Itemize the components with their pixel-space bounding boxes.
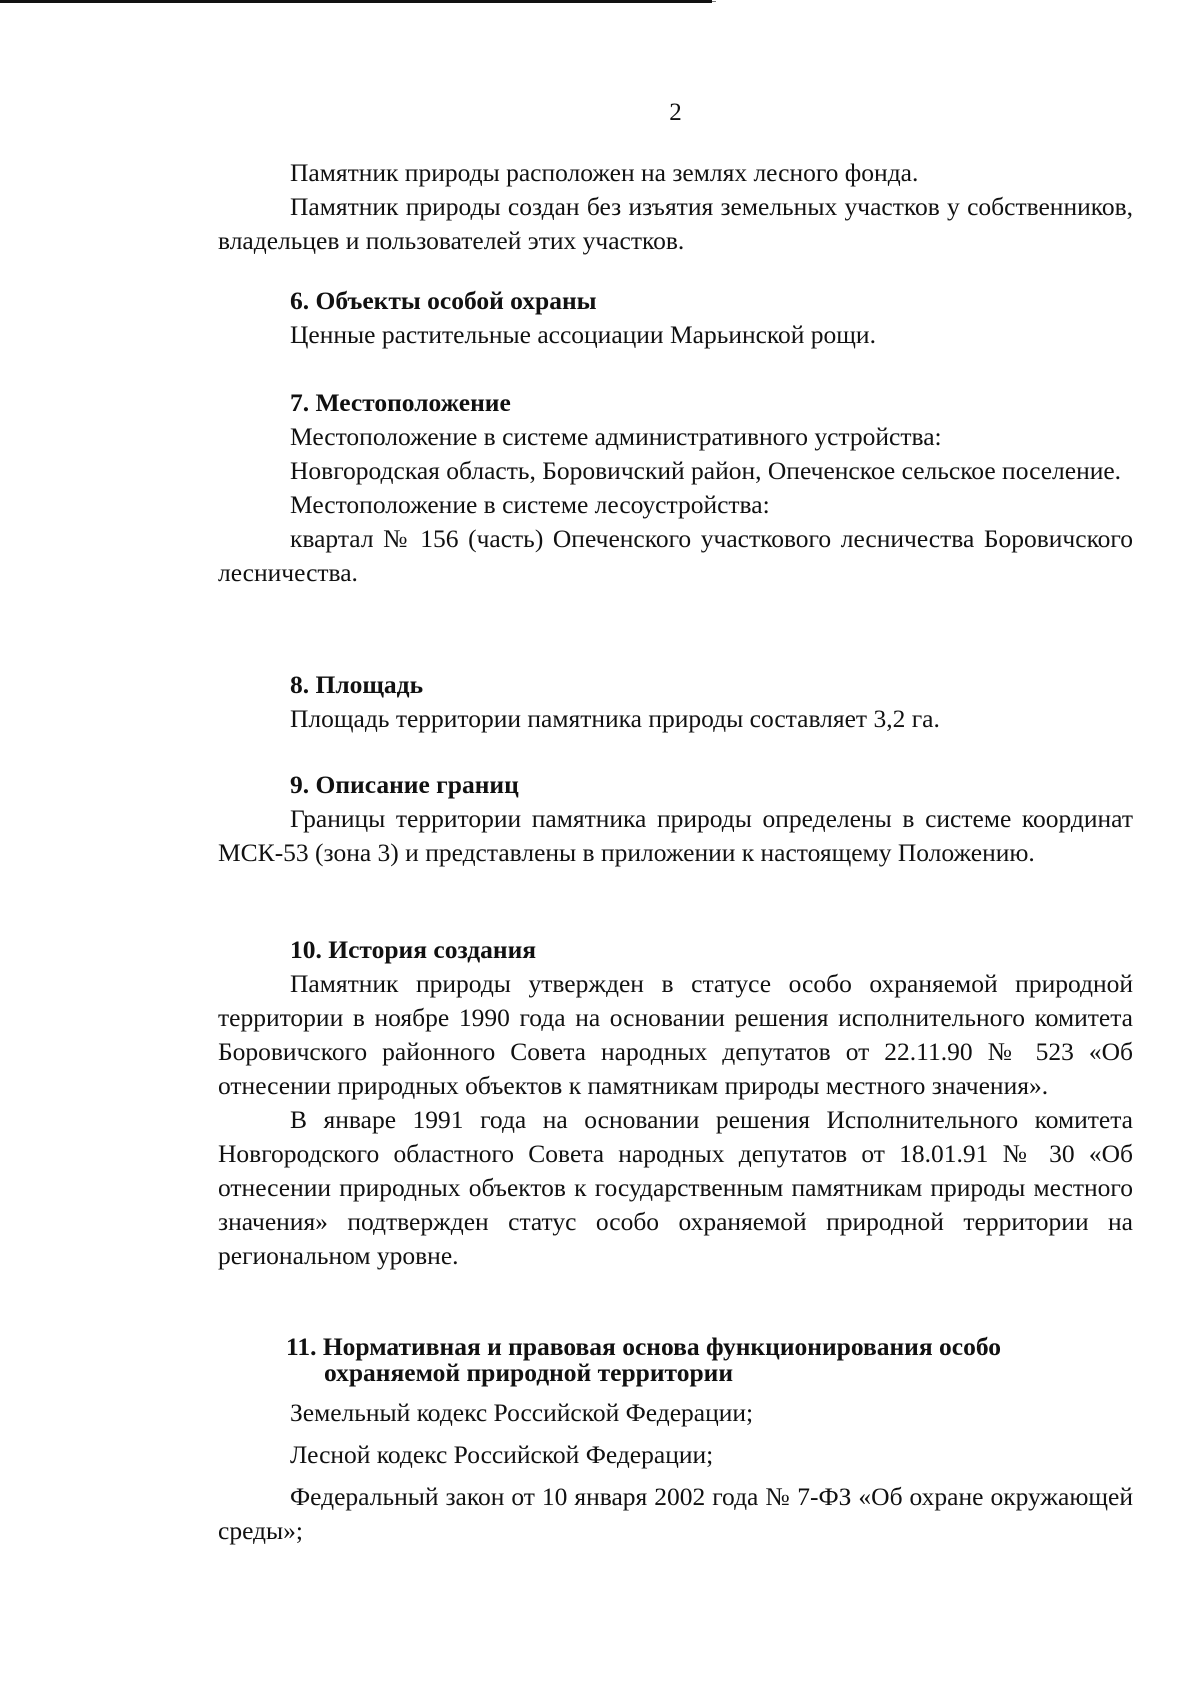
section-7-paragraph-3: Местоположение в системе лесоустройства:	[290, 490, 770, 519]
section-11-heading-line-1: 11. Нормативная и правовая основа функционирования особо	[286, 1332, 1001, 1361]
page-number: 2	[669, 99, 682, 126]
section-10	[218, 933, 1133, 1273]
section-9-heading: 9. Описание границ	[290, 770, 519, 799]
section-7	[218, 386, 1133, 590]
intro-block	[218, 156, 1133, 258]
section-9	[218, 768, 1133, 870]
section-10-paragraph-1: Памятник природы утвержден в статусе особо охраняемой природной территории в ноябре 1990 года на основании решения исполнительного комитета Боровичского районного Совета народных депутатов от 22.11.90 № 523 «Об отнесении природных объектов к памятникам природы местного значения».	[218, 969, 1133, 1100]
section-11	[218, 1334, 1133, 1548]
scan-top-edge-line	[0, 0, 712, 3]
section-10-paragraph-2: В январе 1991 года на основании решения Исполнительного комитета Новгородского областного Совета народных депутатов от 18.01.91 № 30 «Об отнесении природных объектов к государственным памятникам природы местного значения» подтвержден статус особо охраняемой природной территории на региональном уровне.	[218, 1105, 1133, 1270]
section-6	[218, 284, 1133, 352]
intro-paragraph-2: Памятник природы создан без изъятия земельных участков у собственников, владельцев и пользователей этих участков.	[218, 192, 1133, 255]
section-11-paragraph-1: Земельный кодекс Российской Федерации;	[290, 1398, 754, 1427]
section-7-paragraph-4: квартал № 156 (часть) Опеченского участкового лесничества Боровичского лесничества.	[218, 524, 1133, 587]
section-9-paragraph-1: Границы территории памятника природы определены в системе координат МСК-53 (зона 3) и представлены в приложении к настоящему Положению.	[218, 804, 1133, 867]
section-6-paragraph-1: Ценные растительные ассоциации Марьинской рощи.	[290, 320, 876, 349]
section-7-paragraph-2: Новгородская область, Боровичский район, Опеченское сельское поселение.	[290, 456, 1122, 485]
section-8-paragraph-1: Площадь территории памятника природы составляет 3,2 га.	[290, 704, 940, 733]
section-8-heading: 8. Площадь	[290, 670, 424, 699]
section-11-heading	[218, 1334, 1133, 1386]
section-11-heading-line-2: охраняемой природной территории	[324, 1358, 734, 1387]
section-11-paragraph-3: Федеральный закон от 10 января 2002 года № 7-ФЗ «Об охране окружающей среды»;	[218, 1482, 1133, 1545]
section-11-paragraph-2: Лесной кодекс Российской Федерации;	[290, 1440, 714, 1469]
section-6-heading: 6. Объекты особой охраны	[290, 286, 597, 315]
section-10-heading: 10. История создания	[290, 935, 537, 964]
scan-top-edge-mark	[712, 1, 716, 2]
section-7-paragraph-1: Местоположение в системе административного устройства:	[290, 422, 942, 451]
intro-paragraph-1: Памятник природы расположен на землях лесного фонда.	[290, 158, 919, 187]
section-8	[218, 668, 1133, 736]
section-7-heading: 7. Местоположение	[290, 388, 511, 417]
